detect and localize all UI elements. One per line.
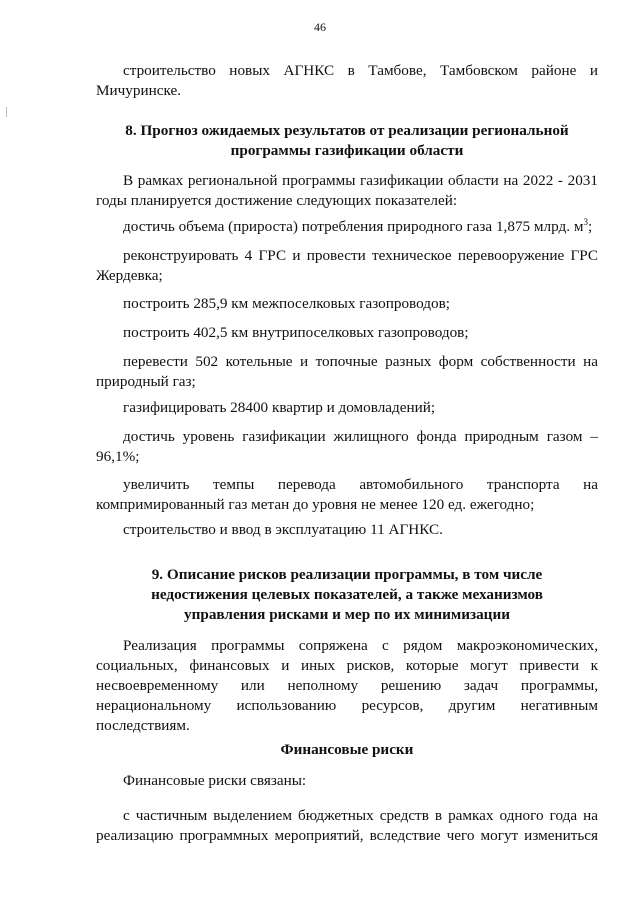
list-item: достичь уровень газификации жилищного фонда природным газом – 96,1%;: [96, 428, 598, 465]
top-paragraph-line: строительство новых АГНКС в Тамбове, Тамбовском районе и: [123, 62, 598, 79]
section-9-title: 9. Описание рисков реализации программы, в том числе недостижения целевых показателей, а также механизмов управления рисками и мер по их минимизации: [151, 566, 543, 623]
financial-risks-paragraph: с частичным выделением бюджетных средств в рамках одного года на реализацию программных мероприятий, вследствие чего могут измениться: [96, 807, 598, 844]
list-item: достичь объема (прироста) потребления природного газа 1,875 млрд. $м^3$;: [123, 216, 593, 235]
section-8-intro: В рамках региональной программы газификации области на 2022 - 2031 годы планируется достижение следующих показателей:: [96, 172, 598, 209]
financial-risks-heading: Финансовые риски: [280, 741, 414, 758]
top-paragraph-line: Мичуринске.: [96, 82, 181, 99]
page-number: 46: [314, 20, 326, 34]
list-item: построить 402,5 км внутрипоселковых газопроводов;: [123, 324, 469, 341]
top-paragraph: [96, 61, 598, 101]
section-8-title: 8. Прогноз ожидаемых результатов от реализации региональной программы газификации области: [125, 122, 569, 159]
list-item: строительство и ввод в эксплуатацию 11 АГНКС.: [123, 521, 443, 538]
financial-risks-intro: Финансовые риски связаны:: [123, 772, 307, 789]
list-item: увеличить темпы перевода автомобильного транспорта на компримированный газ метан до уровня не менее 120 ед. ежегодно;: [96, 476, 598, 513]
list-item: перевести 502 котельные и топочные разных форм собственности на природный газ;: [96, 353, 598, 390]
list-item: газифицировать 28400 квартир и домовладений;: [123, 399, 436, 416]
margin-mark: [6, 107, 7, 117]
section-9-paragraph: Реализация программы сопряжена с рядом макроэкономических, социальных, финансовых и иных рисков, которые могут привести к несвоевременному или неполному решению задач программы, нерациональному использованию ресурсов, другим негативным последствиям.: [96, 637, 598, 734]
list-item: реконструировать 4 ГРС и провести техническое перевооружение ГРС Жердевка;: [96, 247, 598, 284]
list-item: построить 285,9 км межпоселковых газопроводов;: [123, 295, 450, 312]
